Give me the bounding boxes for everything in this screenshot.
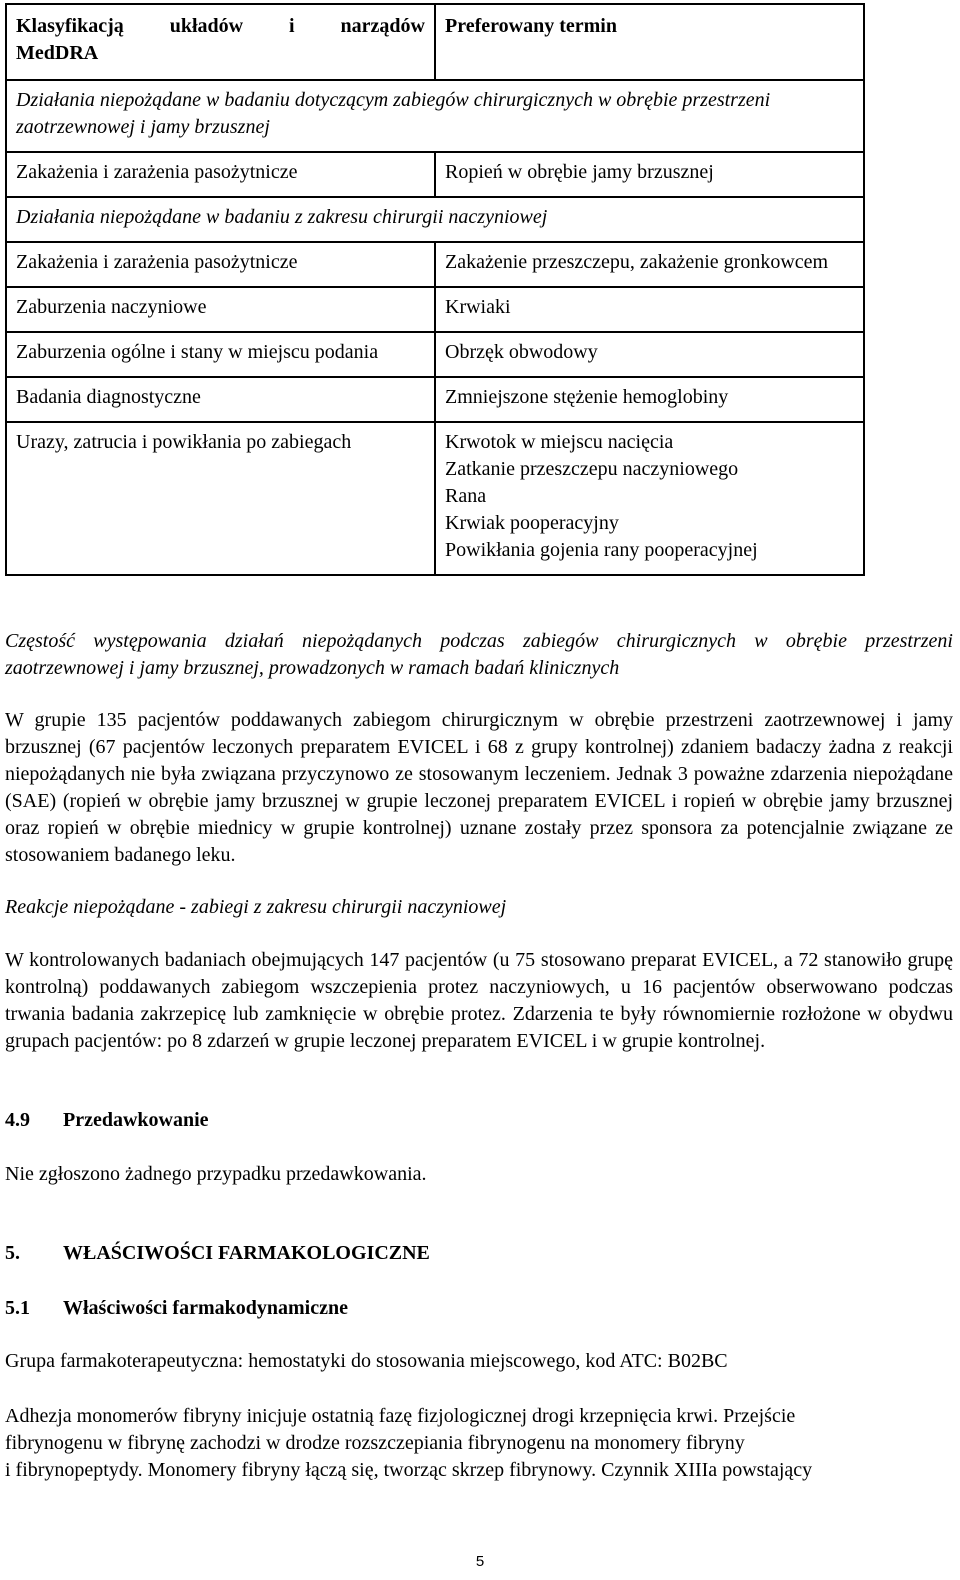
table-header-row [6, 4, 864, 80]
soc-cell: Urazy, zatrucia i powikłania po zabiegach [6, 422, 435, 575]
table-row [6, 287, 864, 332]
header-soc-word: narządów [340, 15, 425, 37]
section-title: WŁAŚCIWOŚCI FARMAKOLOGICZNE [63, 1242, 430, 1264]
term-item: Zatkanie przeszczepu naczyniowego [445, 458, 739, 480]
table-row [6, 377, 864, 422]
paragraph-mechanism [5, 1403, 953, 1484]
table-row [6, 422, 864, 575]
soc-cell: Zakażenia i zarażenia pasożytnicze [6, 242, 435, 287]
soc-cell: Zaburzenia ogólne i stany w miejscu podania [6, 332, 435, 377]
section-5-heading [5, 1240, 430, 1267]
vascular-heading: Reakcje niepożądane - zabiegi z zakresu chirurgii naczyniowej [5, 896, 507, 918]
header-soc-line2: MedDRA [16, 42, 99, 64]
table-row [6, 242, 864, 287]
paragraph-overdose: Nie zgłoszono żadnego przypadku przedawkowania. [5, 1163, 427, 1185]
section-title: Właściwości farmakodynamiczne [63, 1297, 348, 1319]
page-number: 5 [475, 1553, 485, 1570]
header-soc-word: Klasyfikacją [16, 15, 124, 37]
header-preferred-term: Preferowany termin [435, 4, 864, 80]
section-number: 4.9 [5, 1109, 30, 1131]
section-title-row [6, 197, 864, 242]
section-title: Przedawkowanie [63, 1109, 209, 1131]
section-4-9-heading [5, 1107, 209, 1134]
term-cell: Zakażenie przeszczepu, zakażenie gronkowcem [435, 242, 864, 287]
term-item: Krwotok w miejscu nacięcia [445, 431, 674, 453]
soc-cell: Zaburzenia naczyniowe [6, 287, 435, 332]
section-5-1-heading [5, 1295, 348, 1322]
table-row [6, 152, 864, 197]
section2-title: Działania niepożądane w badaniu z zakresu chirurgii naczyniowej [6, 197, 864, 242]
term-cell: Obrzęk obwodowy [435, 332, 864, 377]
section-number: 5. [5, 1242, 20, 1264]
frequency-heading: Częstość występowania działań niepożądanych podczas zabiegów chirurgicznych w obrębie przestrzeni zaotrzewnowej i jamy brzusznej, prowadzonych w ramach badań klinicznych [5, 630, 953, 679]
header-soc-word: i [289, 15, 295, 37]
paragraph-vascular-surgery: W kontrolowanych badaniach obejmujących 147 pacjentów (u 75 stosowano preparat EVICEL, a 72 stanowiło grupę kontrolną) poddawanych zabiegom wszczepienia protez naczyniowych, u 16 pacjentów obserwowano podczas trwania badania zakrzepicę lub zamknięcie w obrębie protez. Zdarzenia te były równomiernie rozłożone w obydwu grupach pacjentów: po 8 zdarzeń w grupie leczonej preparatem EVICEL i w grupie kontrolnej. [5, 949, 953, 1052]
soc-cell: Zakażenia i zarażenia pasożytnicze [6, 152, 435, 197]
table-row [6, 332, 864, 377]
section1-title: Działania niepożądane w badaniu dotyczącym zabiegów chirurgicznych w obrębie przestrzeni zaotrzewnowej i jamy brzusznej [6, 80, 864, 152]
header-soc-line1 [16, 13, 425, 40]
text-line: i fibrynopeptydy. Monomery fibryny łączą się, tworząc skrzep fibrynowy. Czynnik XIIIa powstający [5, 1459, 813, 1481]
term-cell: Zmniejszone stężenie hemoglobiny [435, 377, 864, 422]
soc-cell: Badania diagnostyczne [6, 377, 435, 422]
section-number: 5.1 [5, 1297, 30, 1319]
term-cell: Krwiaki [435, 287, 864, 332]
paragraph-pharmacotherapeutic-group: Grupa farmakoterapeutyczna: hemostatyki do stosowania miejscowego, kod ATC: B02BC [5, 1350, 728, 1372]
term-cell [435, 422, 864, 575]
paragraph-abdominal-surgery: W grupie 135 pacjentów poddawanych zabiegom chirurgicznym w obrębie przestrzeni zaotrzewnowej i jamy brzusznej (67 pacjentów leczonych preparatem EVICEL i 68 z grupy kontrolnej) zdaniem badaczy żadna z reakcji niepożądanych nie była związana przyczynowo ze stosowanym leczeniem. Jednak 3 poważne zdarzenia niepożądane (SAE) (ropień w obrębie jamy brzusznej w grupie leczonej preparatem EVICEL i ropień w obrębie jamy brzusznej oraz ropień w obrębie miednicy w grupie kontrolnej) uznane zostały przez sponsora za potencjalnie związane ze stosowaniem badanego leku. [5, 709, 953, 866]
header-soc [6, 4, 435, 80]
term-item: Rana [445, 485, 487, 507]
header-soc-word: układów [169, 15, 244, 37]
adverse-reactions-table [5, 3, 865, 576]
term-item: Krwiak pooperacyjny [445, 512, 619, 534]
text-line: fibrynogenu w fibrynę zachodzi w drodze rozszczepiania fibrynogenu na monomery fibryny [5, 1432, 745, 1454]
text-line: Adhezja monomerów fibryny inicjuje ostatnią fazę fizjologicznej drogi krzepnięcia krwi. Przejście [5, 1405, 796, 1427]
term-cell: Ropień w obrębie jamy brzusznej [435, 152, 864, 197]
term-item: Powikłania gojenia rany pooperacyjnej [445, 539, 758, 561]
section-title-row [6, 80, 864, 152]
